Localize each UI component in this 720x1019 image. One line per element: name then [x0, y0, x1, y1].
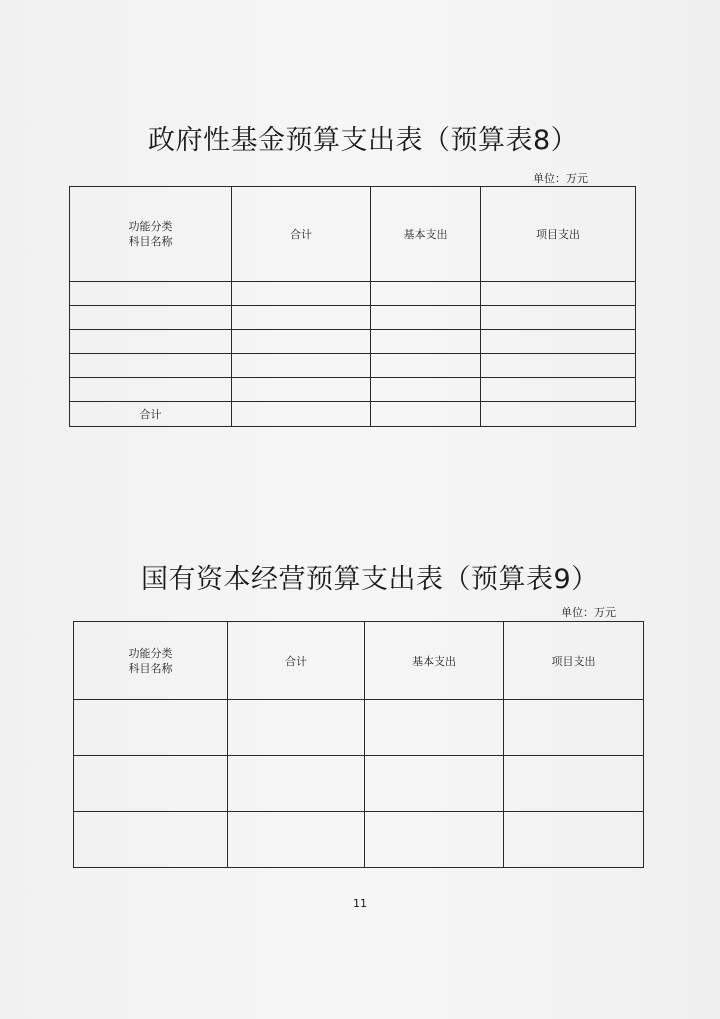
table-row	[70, 330, 636, 354]
table8-header-category-line1: 功能分类	[128, 220, 173, 233]
table8-header-category-line2: 科目名称	[128, 235, 173, 248]
table9	[73, 621, 644, 868]
table9-header-category-line1: 功能分类	[128, 646, 173, 660]
table9-title: 国有资本经营预算支出表（预算表9）	[141, 564, 599, 595]
table-row	[74, 812, 644, 868]
table9-header-row	[74, 622, 644, 700]
table-row	[70, 354, 636, 378]
table-row	[70, 282, 636, 306]
table8-title: 政府性基金预算支出表（预算表8）	[148, 125, 579, 156]
table8	[69, 186, 636, 427]
table8-header-basic: 基本支出	[371, 187, 481, 282]
table8-header-category	[70, 187, 232, 282]
table9-header-project: 项目支出	[504, 622, 644, 700]
table9-header-basic: 基本支出	[365, 622, 504, 700]
table-row	[74, 700, 644, 756]
table8-unit: 单位：万元	[533, 172, 588, 185]
table8-total-row	[70, 402, 636, 427]
table8-header-row	[70, 187, 636, 282]
table-row	[70, 306, 636, 330]
table9-header-category	[74, 622, 228, 700]
table8-header-project: 项目支出	[481, 187, 636, 282]
table9-unit: 单位：万元	[561, 606, 616, 619]
page-number: 11	[353, 897, 367, 910]
table9-header-total: 合计	[228, 622, 365, 700]
table8-header-total: 合计	[232, 187, 371, 282]
table8-total-label: 合计	[70, 402, 232, 427]
table9-header-category-line2: 科目名称	[128, 661, 173, 675]
table-row	[70, 378, 636, 402]
table-row	[74, 756, 644, 812]
